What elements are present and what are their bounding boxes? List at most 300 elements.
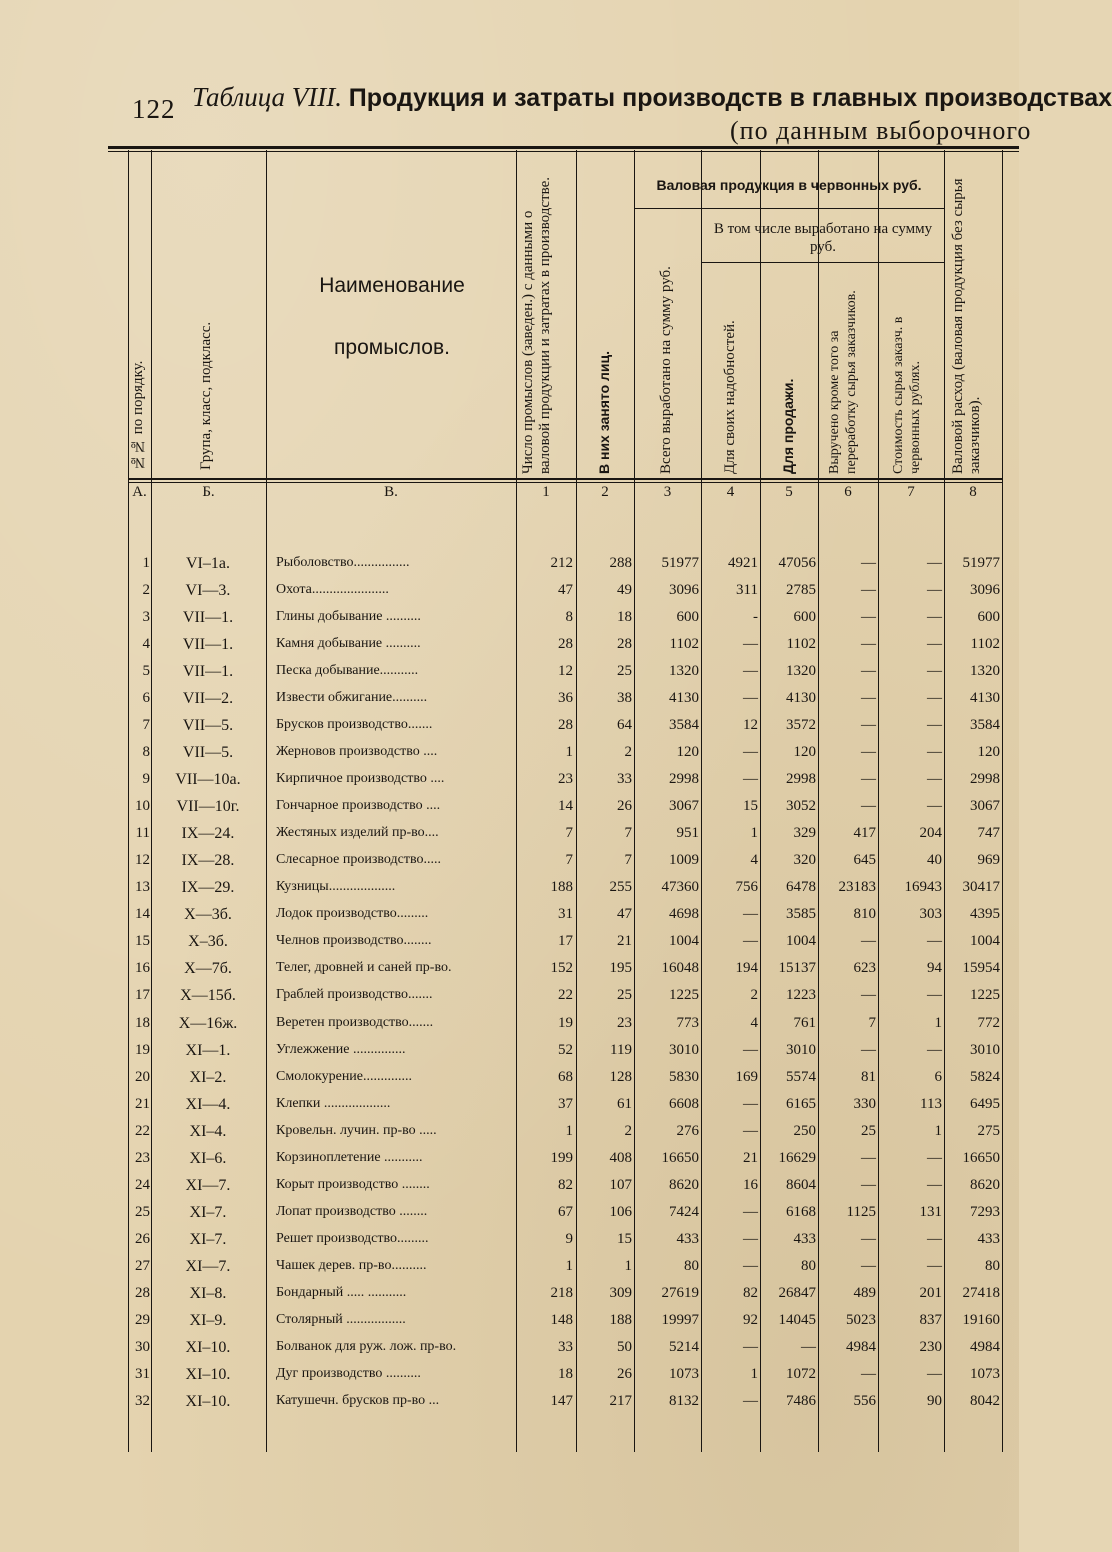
cell-persons: 106	[609, 1203, 632, 1220]
cell-gross-expense: 8042	[970, 1392, 1000, 1409]
cell-for-sale: —	[801, 1338, 816, 1355]
row-group: XI—7.	[185, 1176, 231, 1194]
table-row	[0, 551, 1019, 578]
table-title-text: Продукция и затраты производств в главных производствах	[348, 84, 1112, 112]
cell-establishments: 18	[558, 1365, 573, 1382]
cell-total-output: 3096	[669, 582, 699, 599]
row-number: 30	[135, 1338, 150, 1355]
table-subtitle: (по данным выборочного	[730, 116, 1032, 145]
row-number: 16	[135, 960, 150, 977]
cell-processing-revenue: —	[861, 636, 876, 653]
cell-for-sale: 6168	[786, 1203, 816, 1220]
cell-gross-expense: 3096	[970, 582, 1000, 599]
cell-for-sale: 1223	[786, 987, 816, 1004]
cell-customer-raw-value: 6	[934, 1068, 942, 1085]
row-group: XI—7.	[185, 1257, 231, 1275]
cell-total-output: 1320	[669, 663, 699, 680]
cell-own-needs: 82	[743, 1284, 758, 1301]
cell-customer-raw-value: 40	[927, 852, 942, 869]
cell-processing-revenue: —	[861, 771, 876, 788]
cell-total-output: 3584	[669, 717, 699, 734]
cell-total-output: 51977	[661, 555, 699, 571]
cell-persons: 64	[617, 717, 632, 734]
cell-persons: 107	[609, 1176, 632, 1193]
row-number: 20	[135, 1068, 150, 1085]
row-number: 10	[135, 798, 150, 815]
row-group: VII—10г.	[176, 798, 240, 816]
row-name: Гончарное производство ....	[276, 798, 441, 814]
row-number: 6	[142, 690, 150, 707]
table-row	[0, 983, 1019, 1010]
row-number: 14	[135, 906, 150, 923]
cell-gross-expense: 7293	[970, 1203, 1000, 1220]
cell-customer-raw-value: —	[927, 663, 942, 680]
table-row	[0, 1227, 1019, 1254]
cell-for-sale: 5574	[786, 1068, 816, 1085]
row-group: X–3б.	[188, 933, 228, 951]
row-number: 17	[135, 987, 150, 1004]
cell-persons: 49	[617, 582, 632, 599]
cell-establishments: 12	[558, 663, 573, 680]
cell-establishments: 212	[550, 555, 573, 571]
row-group: XI–10.	[185, 1365, 231, 1383]
cell-total-output: 5214	[669, 1338, 699, 1355]
cell-total-output: 16650	[661, 1149, 699, 1166]
row-name: Бондарный ..... ...........	[276, 1284, 407, 1300]
table-row	[0, 1119, 1019, 1146]
row-group: IX—24.	[181, 825, 235, 843]
cell-total-output: 7424	[669, 1203, 699, 1220]
col-index-7: 7	[907, 484, 915, 500]
cell-establishments: 67	[558, 1203, 573, 1220]
cell-persons: 50	[617, 1338, 632, 1355]
row-group: XI–2.	[189, 1068, 227, 1086]
cell-processing-revenue: 810	[853, 906, 876, 923]
cell-own-needs: —	[743, 636, 758, 653]
cell-processing-revenue: —	[861, 798, 876, 815]
cell-customer-raw-value: —	[927, 744, 942, 761]
row-name: Кровельн. лучин. пр-во .....	[276, 1122, 437, 1138]
cell-persons: 47	[617, 906, 632, 923]
col-index-2: 2	[601, 484, 609, 500]
row-group: VII—2.	[182, 690, 234, 708]
cell-processing-revenue: —	[861, 933, 876, 950]
table-row	[0, 659, 1019, 686]
cell-customer-raw-value: —	[927, 798, 942, 815]
cell-gross-expense: 3584	[970, 717, 1000, 734]
row-number: 21	[135, 1095, 150, 1112]
header-no: №№ по порядку.	[130, 360, 146, 470]
cell-for-sale: 3572	[786, 717, 816, 734]
cell-processing-revenue: 4984	[846, 1338, 876, 1355]
top-rule-thin	[108, 151, 1019, 152]
cell-gross-expense: 120	[977, 744, 1000, 761]
cell-gross-expense: 27418	[962, 1284, 1000, 1301]
cell-customer-raw-value: —	[927, 1257, 942, 1274]
header-rule	[701, 262, 944, 263]
cell-own-needs: —	[743, 663, 758, 680]
cell-for-sale: 2785	[786, 582, 816, 599]
top-rule	[108, 146, 1019, 149]
cell-persons: 255	[609, 879, 632, 896]
cell-customer-raw-value: —	[927, 717, 942, 734]
cell-gross-expense: 600	[977, 609, 1000, 626]
header-col5: Для продажи.	[780, 378, 796, 474]
row-group: VII—10a.	[175, 771, 241, 789]
row-group: XI–4.	[189, 1122, 227, 1140]
row-number: 25	[135, 1203, 150, 1220]
header-bottom-rule	[128, 478, 1002, 480]
cell-processing-revenue: —	[861, 1041, 876, 1058]
table-row	[0, 605, 1019, 632]
cell-gross-expense: 3010	[970, 1041, 1000, 1058]
cell-establishments: 147	[550, 1392, 573, 1409]
table-row	[0, 794, 1019, 821]
row-name: Жерновов производство ....	[276, 744, 438, 760]
table-row	[0, 713, 1019, 740]
header-incl: В том числе выработано на сумму руб.	[713, 221, 933, 255]
row-group: VII—5.	[182, 744, 234, 762]
row-number: 23	[135, 1149, 150, 1166]
cell-persons: 25	[617, 663, 632, 680]
table-row	[0, 902, 1019, 929]
row-name: Столярный .................	[276, 1311, 406, 1327]
cell-own-needs: 756	[735, 879, 758, 896]
cell-gross-expense: 6495	[970, 1095, 1000, 1112]
cell-total-output: 27619	[661, 1284, 699, 1301]
cell-processing-revenue: —	[861, 1176, 876, 1193]
cell-total-output: 1073	[669, 1365, 699, 1382]
table-row	[0, 1173, 1019, 1200]
cell-gross-expense: 772	[977, 1014, 1000, 1031]
cell-own-needs: -	[753, 609, 758, 626]
cell-customer-raw-value: —	[927, 609, 942, 626]
cell-own-needs: 311	[736, 582, 758, 599]
cell-processing-revenue: —	[861, 663, 876, 680]
cell-establishments: 52	[558, 1041, 573, 1058]
cell-establishments: 1	[565, 744, 573, 761]
cell-own-needs: —	[743, 771, 758, 788]
cell-persons: 61	[617, 1095, 632, 1112]
cell-customer-raw-value: 1	[934, 1122, 942, 1139]
cell-gross-expense: 1225	[970, 987, 1000, 1004]
cell-own-needs: —	[743, 1095, 758, 1112]
cell-for-sale: 7486	[786, 1392, 816, 1409]
row-number: 2	[142, 582, 150, 599]
cell-gross-expense: 969	[977, 852, 1000, 869]
row-name: Слесарное производство.....	[276, 852, 441, 868]
cell-total-output: 16048	[661, 960, 699, 977]
cell-total-output: 120	[676, 744, 699, 761]
cell-establishments: 199	[550, 1149, 573, 1166]
cell-gross-expense: 5824	[970, 1068, 1000, 1085]
cell-establishments: 14	[558, 798, 573, 815]
row-group: X—16ж.	[178, 1014, 238, 1032]
cell-persons: 1	[624, 1257, 632, 1274]
cell-gross-expense: 19160	[962, 1311, 1000, 1328]
col-index-b: Б.	[202, 484, 215, 500]
cell-for-sale: 3052	[786, 798, 816, 815]
cell-gross-expense: 1004	[970, 933, 1000, 950]
cell-for-sale: 433	[793, 1230, 816, 1247]
cell-total-output: 47360	[661, 879, 699, 896]
cell-gross-expense: 4984	[970, 1338, 1000, 1355]
cell-gross-expense: 30417	[962, 879, 1000, 896]
cell-persons: 309	[609, 1284, 632, 1301]
table-row	[0, 956, 1019, 983]
row-number: 24	[135, 1176, 150, 1193]
cell-gross-expense: 15954	[962, 960, 1000, 977]
cell-persons: 18	[617, 609, 632, 626]
cell-total-output: 8620	[669, 1176, 699, 1193]
row-group: IX—29.	[181, 879, 235, 897]
cell-establishments: 68	[558, 1068, 573, 1085]
row-name: Катушечн. брусков пр-во ...	[276, 1392, 440, 1408]
cell-processing-revenue: 1125	[846, 1203, 876, 1220]
cell-total-output: 19997	[661, 1311, 699, 1328]
cell-persons: 28	[617, 636, 632, 653]
cell-processing-revenue: 556	[853, 1392, 876, 1409]
cell-own-needs: —	[743, 1203, 758, 1220]
cell-customer-raw-value: 113	[920, 1095, 942, 1112]
cell-customer-raw-value: 204	[919, 825, 942, 842]
cell-for-sale: 320	[793, 852, 816, 869]
row-number: 9	[142, 771, 150, 788]
cell-processing-revenue: 645	[853, 852, 876, 869]
row-group: VII—1.	[182, 636, 234, 654]
cell-customer-raw-value: —	[927, 1365, 942, 1382]
cell-customer-raw-value: —	[927, 771, 942, 788]
table-title-lead: Таблица VIII.	[192, 82, 343, 112]
cell-gross-expense: 3067	[970, 798, 1000, 815]
cell-persons: 195	[609, 960, 632, 977]
cell-gross-expense: 4395	[970, 906, 1000, 923]
cell-own-needs: 2	[750, 987, 758, 1004]
cell-own-needs: 21	[743, 1149, 758, 1166]
cell-own-needs: —	[743, 906, 758, 923]
row-name: Граблей производство.......	[276, 987, 433, 1003]
table-row	[0, 1389, 1019, 1416]
cell-own-needs: —	[743, 933, 758, 950]
cell-total-output: 4130	[669, 690, 699, 707]
cell-for-sale: 14045	[778, 1311, 816, 1328]
table-title	[192, 82, 1112, 113]
cell-total-output: 773	[676, 1014, 699, 1031]
row-number: 11	[135, 825, 150, 842]
cell-processing-revenue: 489	[853, 1284, 876, 1301]
cell-establishments: 19	[558, 1014, 573, 1031]
cell-processing-revenue: 23183	[838, 879, 876, 896]
cell-processing-revenue: —	[861, 717, 876, 734]
cell-establishments: 9	[565, 1230, 573, 1247]
row-name: Брусков производство.......	[276, 717, 433, 733]
cell-establishments: 33	[558, 1338, 573, 1355]
row-name: Телег, дровней и саней пр-во.	[276, 960, 452, 976]
cell-total-output: 3067	[669, 798, 699, 815]
cell-own-needs: —	[743, 744, 758, 761]
cell-processing-revenue: —	[861, 582, 876, 599]
cell-processing-revenue: —	[861, 1230, 876, 1247]
cell-establishments: 36	[558, 690, 573, 707]
cell-customer-raw-value: 90	[927, 1392, 942, 1409]
col-index-6: 6	[844, 484, 852, 500]
cell-own-needs: —	[743, 1257, 758, 1274]
cell-persons: 26	[617, 798, 632, 815]
cell-customer-raw-value: 230	[919, 1338, 942, 1355]
cell-customer-raw-value: —	[927, 555, 942, 571]
cell-total-output: 4698	[669, 906, 699, 923]
cell-customer-raw-value: 1	[934, 1014, 942, 1031]
col-index-a: А.	[132, 484, 147, 500]
table-row	[0, 1065, 1019, 1092]
cell-for-sale: 120	[793, 744, 816, 761]
row-group: XI–6.	[189, 1149, 227, 1167]
cell-total-output: 951	[676, 825, 699, 842]
row-group: X—7б.	[184, 960, 232, 978]
cell-total-output: 6608	[669, 1095, 699, 1112]
cell-establishments: 1	[565, 1122, 573, 1139]
row-group: XI—1.	[185, 1041, 231, 1059]
cell-gross-expense: 433	[977, 1230, 1000, 1247]
cell-establishments: 82	[558, 1176, 573, 1193]
cell-establishments: 7	[565, 825, 573, 842]
cell-establishments: 22	[558, 987, 573, 1004]
cell-persons: 7	[624, 852, 632, 869]
cell-own-needs: 92	[743, 1311, 758, 1328]
header-col3: Всего выработано на сумму руб.	[658, 266, 674, 474]
cell-establishments: 188	[550, 879, 573, 896]
row-group: VI–1a.	[186, 555, 230, 572]
cell-own-needs: 12	[743, 717, 758, 734]
cell-total-output: 8132	[669, 1392, 699, 1409]
cell-persons: 21	[617, 933, 632, 950]
cell-processing-revenue: —	[861, 690, 876, 707]
row-number: 15	[135, 933, 150, 950]
cell-persons: 23	[617, 1014, 632, 1031]
table-row	[0, 929, 1019, 956]
cell-gross-expense: 80	[985, 1257, 1000, 1274]
cell-for-sale: 47056	[778, 555, 816, 571]
header-col4: Для своих надобностей.	[722, 320, 738, 474]
row-name: Лопат производство ........	[276, 1203, 428, 1219]
row-number: 4	[142, 636, 150, 653]
cell-for-sale: 329	[793, 825, 816, 842]
cell-customer-raw-value: 16943	[904, 879, 942, 896]
cell-own-needs: 4921	[728, 555, 758, 571]
row-group: XI–10.	[185, 1338, 231, 1356]
row-group: VII—1.	[182, 609, 234, 627]
cell-establishments: 17	[558, 933, 573, 950]
cell-persons: 408	[609, 1149, 632, 1166]
cell-establishments: 47	[558, 582, 573, 599]
cell-establishments: 28	[558, 717, 573, 734]
table-row	[0, 1092, 1019, 1119]
row-number: 12	[135, 852, 150, 869]
cell-own-needs: 4	[750, 1014, 758, 1031]
row-group: X—3б.	[184, 906, 232, 924]
cell-customer-raw-value: —	[927, 1176, 942, 1193]
cell-own-needs: 1	[750, 1365, 758, 1382]
row-name: Корыт производство ........	[276, 1176, 430, 1192]
row-name: Решет производство.........	[276, 1230, 429, 1246]
row-name: Челнов производство........	[276, 933, 432, 949]
cell-total-output: 1225	[669, 987, 699, 1004]
cell-own-needs: 16	[743, 1176, 758, 1193]
page-number: 122	[132, 94, 176, 124]
cell-for-sale: 80	[801, 1257, 816, 1274]
row-name: Лодок производство.........	[276, 906, 429, 922]
cell-persons: 26	[617, 1365, 632, 1382]
row-number: 22	[135, 1122, 150, 1139]
header-rule	[634, 208, 944, 209]
cell-gross-expense: 2998	[970, 771, 1000, 788]
cell-customer-raw-value: 94	[927, 960, 942, 977]
cell-gross-expense: 1320	[970, 663, 1000, 680]
row-name: Камня добывание ..........	[276, 636, 421, 652]
cell-for-sale: 15137	[778, 960, 816, 977]
row-group: XI–10.	[185, 1392, 231, 1410]
table-row	[0, 1146, 1019, 1173]
cell-for-sale: 26847	[778, 1284, 816, 1301]
cell-gross-expense: 747	[977, 825, 1000, 842]
cell-processing-revenue: 330	[853, 1095, 876, 1112]
table-row	[0, 1038, 1019, 1065]
row-name: Охота......................	[276, 582, 389, 598]
table-row	[0, 1200, 1019, 1227]
row-number: 32	[135, 1392, 150, 1409]
cell-persons: 188	[609, 1311, 632, 1328]
cell-customer-raw-value: —	[927, 582, 942, 599]
row-group: XI–9.	[189, 1311, 227, 1329]
row-name: Корзиноплетение ...........	[276, 1149, 423, 1165]
cell-customer-raw-value: —	[927, 1230, 942, 1247]
row-name: Смолокурение..............	[276, 1068, 413, 1084]
table-row	[0, 1254, 1019, 1281]
table-row	[0, 632, 1019, 659]
cell-establishments: 148	[550, 1311, 573, 1328]
cell-own-needs: —	[743, 1338, 758, 1355]
cell-for-sale: 4130	[786, 690, 816, 707]
cell-processing-revenue: —	[861, 1257, 876, 1274]
cell-total-output: 2998	[669, 771, 699, 788]
table-row	[0, 1335, 1019, 1362]
row-name: Жестяных изделий пр-во....	[276, 825, 439, 841]
row-group: IX—28.	[181, 852, 235, 870]
cell-establishments: 1	[565, 1257, 573, 1274]
header-name-line1: Наименование	[319, 274, 465, 297]
cell-processing-revenue: —	[861, 987, 876, 1004]
row-number: 7	[142, 717, 150, 734]
cell-total-output: 276	[676, 1122, 699, 1139]
cell-establishments: 152	[550, 960, 573, 977]
cell-processing-revenue: 5023	[846, 1311, 876, 1328]
cell-for-sale: 1102	[786, 636, 816, 653]
row-number: 8	[142, 744, 150, 761]
cell-establishments: 23	[558, 771, 573, 788]
cell-customer-raw-value: —	[927, 987, 942, 1004]
row-number: 31	[135, 1365, 150, 1382]
row-group: VII—1.	[182, 663, 234, 681]
cell-own-needs: 1	[750, 825, 758, 842]
cell-persons: 217	[609, 1392, 632, 1409]
cell-total-output: 1004	[669, 933, 699, 950]
cell-customer-raw-value: 131	[919, 1203, 942, 1220]
cell-processing-revenue: —	[861, 555, 876, 571]
cell-customer-raw-value: —	[927, 1041, 942, 1058]
cell-customer-raw-value: 201	[919, 1284, 942, 1301]
row-name: Дуг производство ..........	[276, 1365, 421, 1381]
table-row	[0, 767, 1019, 794]
